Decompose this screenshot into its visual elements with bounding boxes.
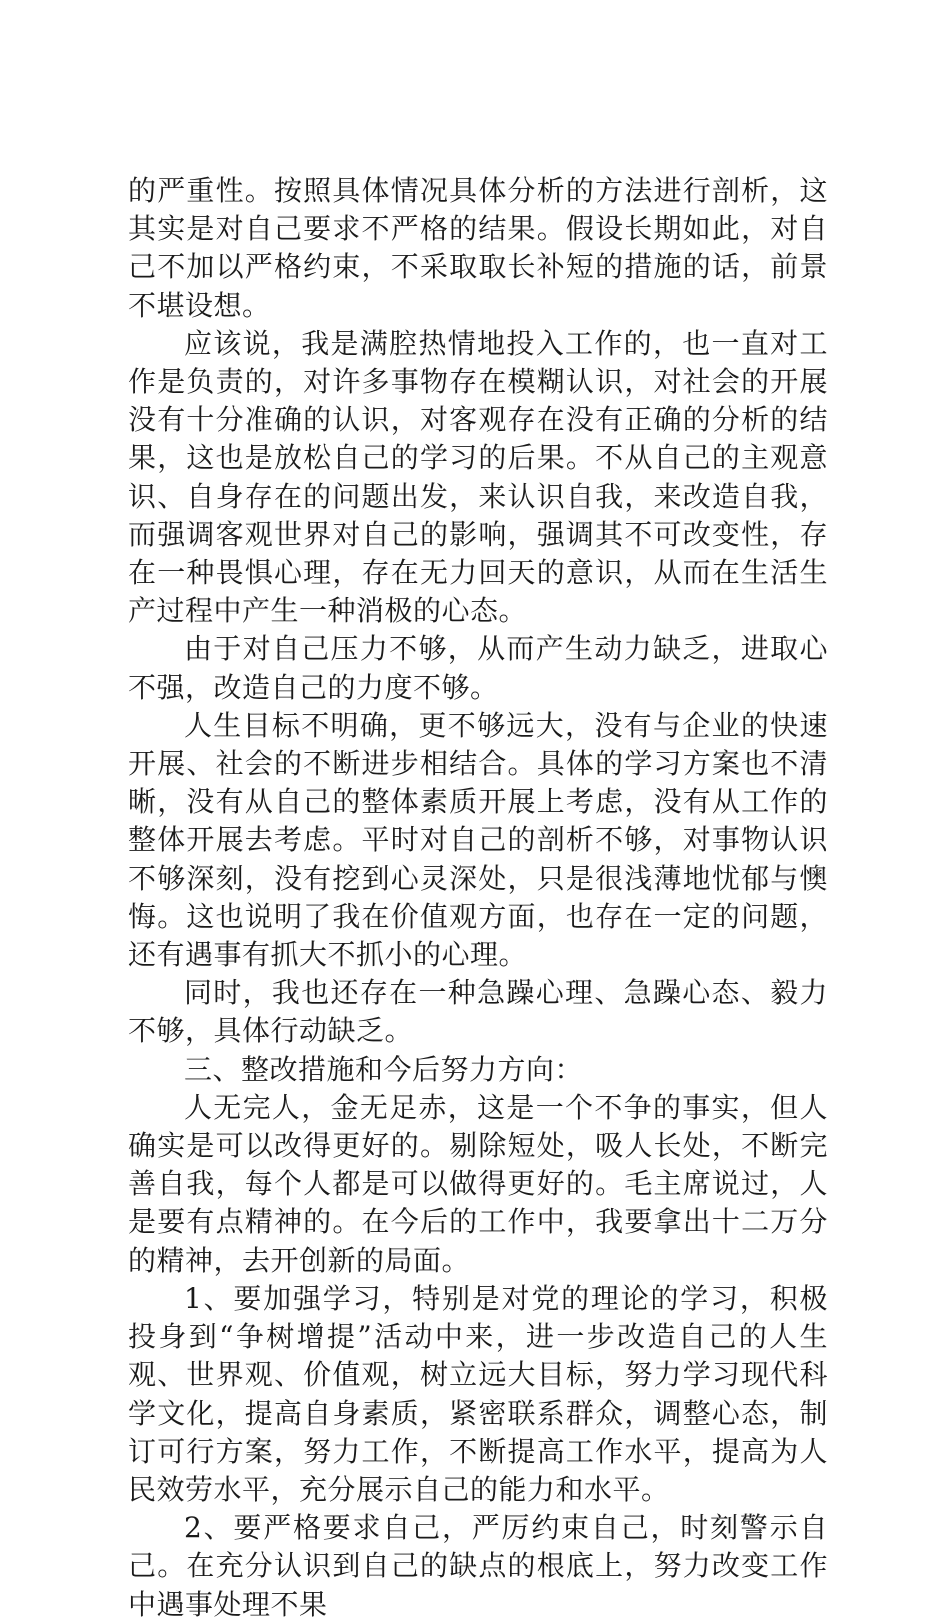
list-item: 2、要严格要求自己，严厉约束自己，时刻警示自己。在充分认识到自己的缺点的根底上，努力改变工作中遇事处理不果 [128,1511,828,1621]
paragraph: 同时，我也还存在一种急躁心理、急躁心态、毅力不够，具体行动缺乏。 [128,976,828,1048]
document-body [128,172,828,1624]
paragraph: 应该说，我是满腔热情地投入工作的，也一直对工作是负责的，对许多事物存在模糊认识，对社会的开展没有十分准确的认识，对客观存在没有正确的分析的结果，这也是放松自己的学习的后果。不从自己的主观意识、自身存在的问题出发，来认识自我，来改造自我，而强调客观世界对自己的影响，强调其不可改变性，存在一种畏惧心理，存在无力回天的意识，从而在生活生产过程中产生一种消极的心态。 [128,326,828,628]
paragraph: 由于对自己压力不够，从而产生动力缺乏，进取心不强，改造自己的力度不够。 [128,632,828,704]
paragraph: 的严重性。按照具体情况具体分析的方法进行剖析，这其实是对自己要求不严格的结果。假设长期如此，对自己不加以严格约束，不采取取长补短的措施的话，前景不堪设想。 [128,174,828,322]
paragraph: 人无完人，金无足赤，这是一个不争的事实，但人确实是可以改得更好的。剔除短处，吸人长处，不断完善自我，每个人都是可以做得更好的。毛主席说过，人是要有点精神的。在今后的工作中，我要拿出十二万分的精神，去开创新的局面。 [128,1090,828,1277]
section-heading: 三、整改措施和今后努力方向： [184,1052,584,1086]
list-item: 1、要加强学习，特别是对党的理论的学习，积极投身到“争树增提”活动中来，进一步改造自己的人生观、世界观、价值观，树立远大目标，努力学习现代科学文化，提高自身素质，紧密联系群众，调整心态，制订可行方案，努力工作，不断提高工作水平，提高为人民效劳水平，充分展示自己的能力和水平。 [128,1281,828,1506]
paragraph: 人生目标不明确，更不够远大，没有与企业的快速开展、社会的不断进步相结合。具体的学习方案也不清晰，没有从自己的整体素质开展上考虑，没有从工作的整体开展去考虑。平时对自己的剖析不够，对事物认识不够深刻，没有挖到心灵深处，只是很浅薄地忧郁与懊悔。这也说明了我在价值观方面，也存在一定的问题，还有遇事有抓大不抓小的心理。 [128,708,828,972]
